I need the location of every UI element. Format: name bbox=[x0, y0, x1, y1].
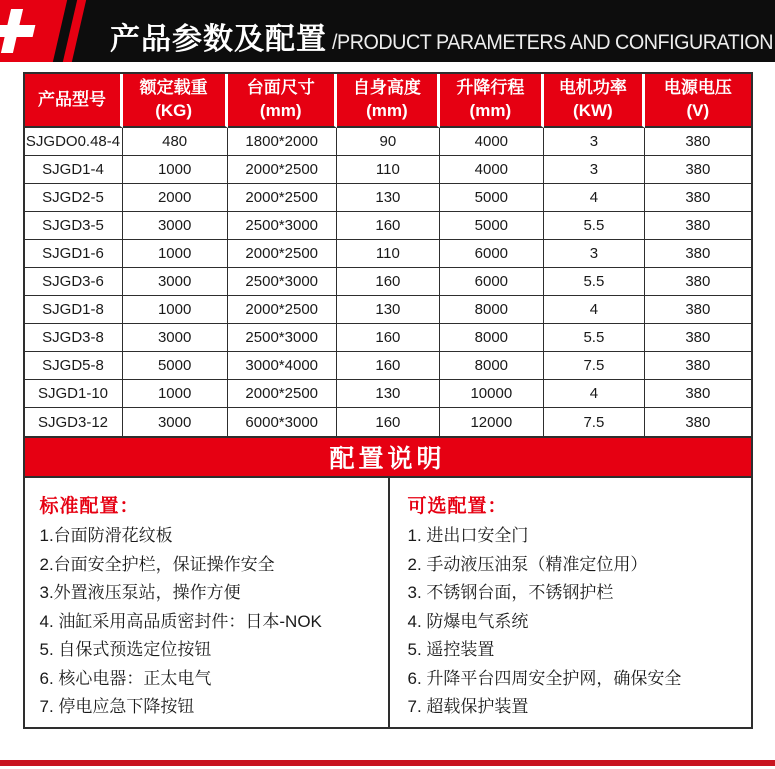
table-cell: 5000 bbox=[440, 184, 543, 212]
table-cell: 3 bbox=[544, 128, 646, 156]
column-header: 电源电压 (V) bbox=[645, 74, 750, 128]
table-cell: 380 bbox=[645, 212, 750, 240]
table-cell: 3000 bbox=[123, 268, 228, 296]
table-cell: SJGD2-5 bbox=[25, 184, 123, 212]
page-title-chinese: 产品参数及配置 bbox=[110, 23, 327, 56]
table-cell: 2000*2500 bbox=[228, 380, 337, 408]
table-cell: 5000 bbox=[440, 212, 543, 240]
config-list-item: 4. 油缸采用高品质密封件：日本-NOK bbox=[39, 611, 322, 631]
table-cell: 380 bbox=[645, 128, 750, 156]
table-row bbox=[25, 380, 751, 408]
page-title-english: /PRODUCT PARAMETERS AND CONFIGURATION bbox=[332, 31, 774, 54]
config-list-item: 7. 停电应急下降按钮 bbox=[39, 697, 195, 716]
column-header: 产品型号 bbox=[25, 74, 123, 128]
content-area bbox=[23, 72, 753, 729]
table-cell: 6000*3000 bbox=[228, 408, 337, 436]
table-cell: SJGDO0.48-4 bbox=[25, 128, 123, 156]
optional-config-title: 可选配置： bbox=[407, 496, 508, 517]
table-row bbox=[25, 324, 751, 352]
table-cell: 160 bbox=[337, 324, 440, 352]
table-cell: 3000 bbox=[123, 408, 228, 436]
table-cell: 4000 bbox=[440, 128, 543, 156]
table-cell: 2000*2500 bbox=[228, 296, 337, 324]
product-parameters-table bbox=[23, 72, 753, 438]
table-row bbox=[25, 268, 751, 296]
table-cell: SJGD1-10 bbox=[25, 380, 123, 408]
table-cell: 380 bbox=[645, 380, 750, 408]
table-cell: 8000 bbox=[440, 352, 543, 380]
config-list-item: 4. 防爆电气系统 bbox=[407, 611, 529, 631]
table-cell: SJGD3-6 bbox=[25, 268, 123, 296]
table-cell: SJGD1-6 bbox=[25, 240, 123, 268]
table-cell: 1000 bbox=[123, 240, 228, 268]
table-cell: 4 bbox=[544, 296, 646, 324]
table-cell: 130 bbox=[337, 296, 440, 324]
table-row bbox=[25, 296, 751, 324]
table-cell: 7.5 bbox=[544, 408, 646, 436]
column-header: 台面尺寸 (mm) bbox=[228, 74, 337, 128]
table-cell: 6000 bbox=[440, 268, 543, 296]
table-cell: 3 bbox=[544, 240, 646, 268]
standard-config-list bbox=[40, 522, 380, 722]
table-cell: 5.5 bbox=[544, 268, 646, 296]
config-list-item: 1.台面防滑花纹板 bbox=[39, 526, 173, 545]
table-cell: SJGD1-4 bbox=[25, 156, 123, 184]
plus-icon bbox=[0, 9, 39, 53]
table-cell: 110 bbox=[337, 240, 440, 268]
table-cell: 380 bbox=[645, 352, 750, 380]
table-cell: SJGD3-5 bbox=[25, 212, 123, 240]
config-list-item: 5. 自保式预选定位按钮 bbox=[39, 640, 212, 659]
table-cell: 130 bbox=[337, 380, 440, 408]
page-title bbox=[110, 0, 775, 62]
table-cell: 8000 bbox=[440, 296, 543, 324]
table-cell: 2000 bbox=[123, 184, 228, 212]
configuration-banner bbox=[23, 438, 753, 476]
table-cell: 4 bbox=[544, 380, 646, 408]
config-list-item: 6. 核心电器：正太电气 bbox=[39, 668, 212, 688]
bottom-red-stripe bbox=[0, 760, 775, 766]
table-cell: 3000 bbox=[123, 212, 228, 240]
table-row bbox=[25, 128, 751, 156]
table-cell: 12000 bbox=[440, 408, 543, 436]
table-cell: SJGD3-12 bbox=[25, 408, 123, 436]
table-cell: 4 bbox=[544, 184, 646, 212]
config-list-item: 7. 超载保护装置 bbox=[407, 697, 529, 716]
table-row bbox=[25, 408, 751, 436]
config-list-item: 2.台面安全护栏，保证操作安全 bbox=[39, 554, 275, 574]
table-cell: SJGD3-8 bbox=[25, 324, 123, 352]
standard-config-title: 标准配置： bbox=[39, 496, 140, 517]
table-cell: 1000 bbox=[123, 296, 228, 324]
table-row bbox=[25, 184, 751, 212]
column-header: 额定载重 (KG) bbox=[123, 74, 228, 128]
column-header: 升降行程 (mm) bbox=[440, 74, 543, 128]
table-cell: 480 bbox=[123, 128, 228, 156]
optional-config-section bbox=[388, 478, 751, 727]
header-bar bbox=[0, 0, 775, 62]
table-body bbox=[25, 128, 751, 436]
config-list-item: 3. 不锈钢台面，不锈钢护栏 bbox=[407, 583, 614, 602]
diagonal-stripe-decoration bbox=[63, 0, 86, 62]
table-cell: 380 bbox=[645, 296, 750, 324]
table-cell: 5.5 bbox=[544, 212, 646, 240]
table-header-row bbox=[25, 74, 751, 128]
table-cell: 6000 bbox=[440, 240, 543, 268]
column-header: 电机功率 (KW) bbox=[544, 74, 646, 128]
table-row bbox=[25, 240, 751, 268]
table-cell: 1800*2000 bbox=[228, 128, 337, 156]
table-row bbox=[25, 212, 751, 240]
table-cell: 90 bbox=[337, 128, 440, 156]
table-cell: 5.5 bbox=[544, 324, 646, 352]
table-cell: 380 bbox=[645, 324, 750, 352]
table-cell: 380 bbox=[645, 156, 750, 184]
table-cell: 380 bbox=[645, 408, 750, 436]
optional-config-list bbox=[408, 522, 743, 722]
table-row bbox=[25, 156, 751, 184]
config-list-item: 3.外置液压泵站，操作方便 bbox=[39, 583, 241, 602]
table-cell: 1000 bbox=[123, 156, 228, 184]
table-cell: 160 bbox=[337, 212, 440, 240]
table-cell: 3000 bbox=[123, 324, 228, 352]
table-cell: 2500*3000 bbox=[228, 268, 337, 296]
standard-config-section bbox=[25, 478, 388, 727]
table-cell: 2000*2500 bbox=[228, 184, 337, 212]
table-cell: SJGD5-8 bbox=[25, 352, 123, 380]
table-cell: 110 bbox=[337, 156, 440, 184]
red-parallelogram bbox=[0, 0, 67, 62]
table-cell: 160 bbox=[337, 352, 440, 380]
table-cell: 3000*4000 bbox=[228, 352, 337, 380]
table-cell: 2000*2500 bbox=[228, 240, 337, 268]
table-cell: 1000 bbox=[123, 380, 228, 408]
table-cell: 10000 bbox=[440, 380, 543, 408]
table-row bbox=[25, 352, 751, 380]
config-list-item: 5. 遥控装置 bbox=[407, 640, 495, 659]
config-list-item: 2. 手动液压油泵（精准定位用） bbox=[407, 554, 648, 574]
table-cell: 2500*3000 bbox=[228, 324, 337, 352]
configuration-banner-label: 配置说明 bbox=[329, 445, 446, 473]
table-cell: 160 bbox=[337, 268, 440, 296]
table-cell: 160 bbox=[337, 408, 440, 436]
table-cell: 2500*3000 bbox=[228, 212, 337, 240]
table-cell: 3 bbox=[544, 156, 646, 184]
config-list-item: 1. 进出口安全门 bbox=[407, 526, 529, 545]
table-cell: 7.5 bbox=[544, 352, 646, 380]
table-cell: 380 bbox=[645, 240, 750, 268]
table-cell: SJGD1-8 bbox=[25, 296, 123, 324]
table-cell: 2000*2500 bbox=[228, 156, 337, 184]
table-cell: 380 bbox=[645, 268, 750, 296]
config-list-item: 6. 升降平台四周安全护网，确保安全 bbox=[407, 668, 682, 688]
table-cell: 5000 bbox=[123, 352, 228, 380]
table-cell: 4000 bbox=[440, 156, 543, 184]
table-cell: 380 bbox=[645, 184, 750, 212]
column-header: 自身高度 (mm) bbox=[337, 74, 440, 128]
configuration-box bbox=[23, 476, 753, 729]
table-cell: 130 bbox=[337, 184, 440, 212]
table-cell: 8000 bbox=[440, 324, 543, 352]
